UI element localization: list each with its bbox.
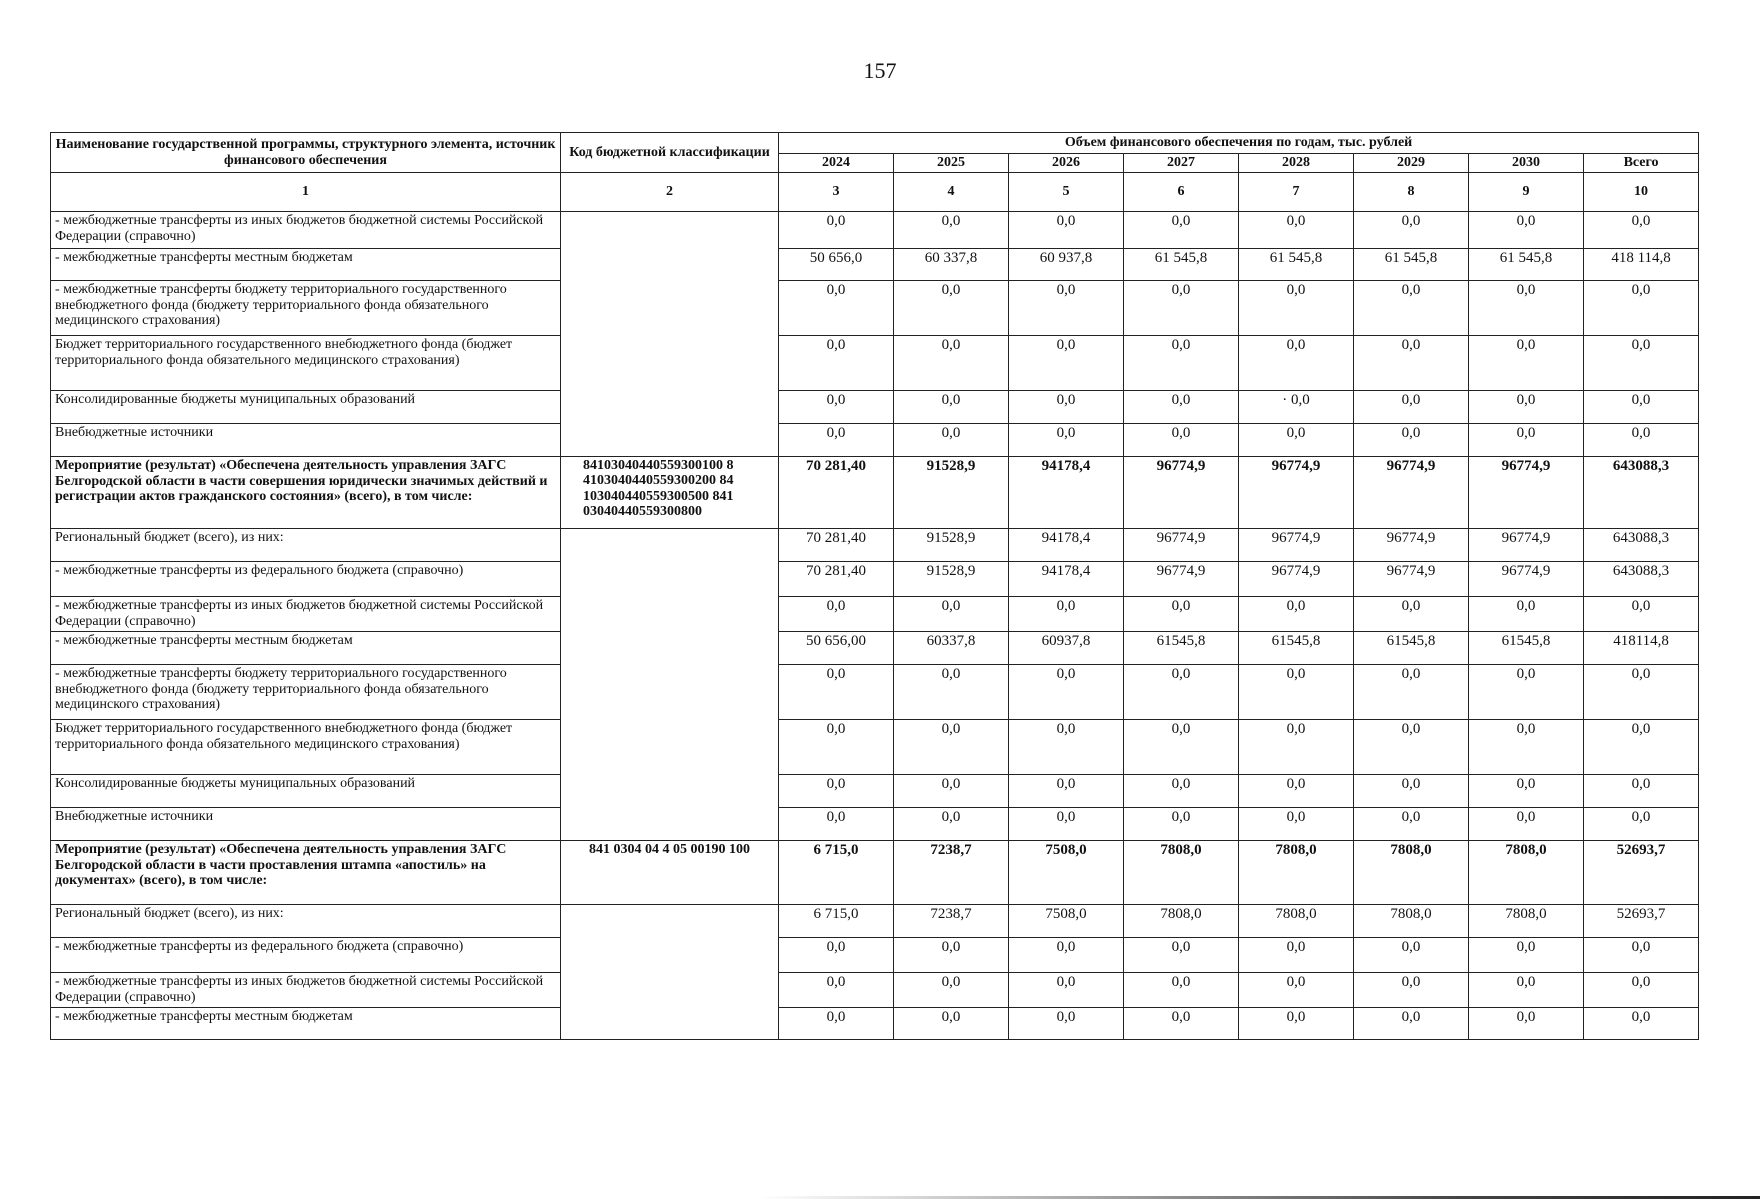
value-cell: 91528,9 bbox=[894, 562, 1009, 597]
value-cell: 7808,0 bbox=[1469, 841, 1584, 905]
value-cell: 96774,9 bbox=[1354, 562, 1469, 597]
value-cell: 0,0 bbox=[1009, 973, 1124, 1008]
row-name: - межбюджетные трансферты из иных бюджетов бюджетной системы Российской Федерации (справочно) bbox=[51, 973, 561, 1008]
value-total: 0,0 bbox=[1584, 808, 1699, 841]
row-name: Мероприятие (результат) «Обеспечена деятельность управления ЗАГС Белгородской области в части совершения юридически значимых действий и регистрации актов гражданского состояния» (всего), в том числе: bbox=[51, 457, 561, 529]
value-cell: 96774,9 bbox=[1124, 457, 1239, 529]
row-name: - межбюджетные трансферты местным бюджетам bbox=[51, 1008, 561, 1040]
value-cell: 91528,9 bbox=[894, 457, 1009, 529]
value-cell: 7238,7 bbox=[894, 905, 1009, 938]
col-number: 2 bbox=[561, 173, 779, 212]
table-row bbox=[51, 457, 1699, 529]
value-cell: 60337,8 bbox=[894, 632, 1009, 665]
value-cell: 0,0 bbox=[1124, 212, 1239, 249]
value-cell: 0,0 bbox=[1469, 424, 1584, 457]
value-cell: 0,0 bbox=[1354, 391, 1469, 424]
value-cell: 0,0 bbox=[1354, 597, 1469, 632]
row-name: - межбюджетные трансферты из федерального бюджета (справочно) bbox=[51, 562, 561, 597]
col-number: 5 bbox=[1009, 173, 1124, 212]
value-cell: 0,0 bbox=[1354, 1008, 1469, 1040]
value-cell: 61545,8 bbox=[1239, 632, 1354, 665]
value-total: 418114,8 bbox=[1584, 632, 1699, 665]
header-code: Код бюджетной классификации bbox=[561, 133, 779, 173]
row-name: - межбюджетные трансферты из иных бюджетов бюджетной системы Российской Федерации (справочно) bbox=[51, 212, 561, 249]
value-cell: 0,0 bbox=[1469, 391, 1584, 424]
budget-code bbox=[561, 905, 779, 1040]
value-cell: 0,0 bbox=[894, 424, 1009, 457]
budget-code bbox=[561, 529, 779, 841]
value-cell: 7808,0 bbox=[1239, 905, 1354, 938]
value-cell: 0,0 bbox=[1354, 665, 1469, 720]
value-cell: 0,0 bbox=[779, 391, 894, 424]
row-name: - межбюджетные трансферты из федерального бюджета (справочно) bbox=[51, 938, 561, 973]
value-cell: 0,0 bbox=[1354, 973, 1469, 1008]
scan-edge-line bbox=[760, 1196, 1760, 1199]
value-cell: 0,0 bbox=[1009, 665, 1124, 720]
row-name: Внебюджетные источники bbox=[51, 808, 561, 841]
value-cell: 0,0 bbox=[1354, 938, 1469, 973]
value-cell: 7808,0 bbox=[1124, 841, 1239, 905]
value-cell: 0,0 bbox=[894, 720, 1009, 775]
value-cell: 6 715,0 bbox=[779, 841, 894, 905]
table-row bbox=[51, 973, 1699, 1008]
value-cell: 61 545,8 bbox=[1354, 249, 1469, 281]
value-cell: 0,0 bbox=[779, 1008, 894, 1040]
value-cell: 0,0 bbox=[779, 808, 894, 841]
value-total: 0,0 bbox=[1584, 597, 1699, 632]
row-name: Консолидированные бюджеты муниципальных образований bbox=[51, 775, 561, 808]
value-cell: 0,0 bbox=[1239, 775, 1354, 808]
value-cell: 96774,9 bbox=[1124, 562, 1239, 597]
value-cell: 0,0 bbox=[1469, 808, 1584, 841]
value-cell: 7508,0 bbox=[1009, 905, 1124, 938]
value-cell: 0,0 bbox=[1009, 597, 1124, 632]
value-cell: 0,0 bbox=[1239, 808, 1354, 841]
value-cell: 0,0 bbox=[779, 720, 894, 775]
col-number: 9 bbox=[1469, 173, 1584, 212]
value-total: 52693,7 bbox=[1584, 905, 1699, 938]
value-cell: 0,0 bbox=[1124, 281, 1239, 336]
table-row bbox=[51, 841, 1699, 905]
value-cell: 0,0 bbox=[1009, 424, 1124, 457]
value-cell: 7808,0 bbox=[1354, 905, 1469, 938]
value-cell: 0,0 bbox=[1469, 938, 1584, 973]
value-cell: 96774,9 bbox=[1469, 457, 1584, 529]
value-total: 0,0 bbox=[1584, 212, 1699, 249]
value-cell: 0,0 bbox=[1239, 336, 1354, 391]
value-cell: 6 715,0 bbox=[779, 905, 894, 938]
col-number: 4 bbox=[894, 173, 1009, 212]
header-name: Наименование государственной программы, структурного элемента, источник финансового обеспечения bbox=[51, 133, 561, 173]
value-total: 418 114,8 bbox=[1584, 249, 1699, 281]
value-cell: 0,0 bbox=[894, 775, 1009, 808]
value-total: 0,0 bbox=[1584, 720, 1699, 775]
value-cell: 94178,4 bbox=[1009, 457, 1124, 529]
value-cell: 96774,9 bbox=[1354, 529, 1469, 562]
value-total: 0,0 bbox=[1584, 665, 1699, 720]
value-cell: 0,0 bbox=[779, 775, 894, 808]
value-cell: 0,0 bbox=[894, 1008, 1009, 1040]
value-cell: 61545,8 bbox=[1469, 632, 1584, 665]
budget-code: 841 0304 04 4 05 00190 100 bbox=[561, 841, 779, 905]
value-cell: 94178,4 bbox=[1009, 529, 1124, 562]
value-cell: 0,0 bbox=[894, 212, 1009, 249]
value-cell: 0,0 bbox=[1009, 808, 1124, 841]
table-row bbox=[51, 808, 1699, 841]
value-cell: 70 281,40 bbox=[779, 562, 894, 597]
value-cell: 0,0 bbox=[779, 938, 894, 973]
value-cell: 96774,9 bbox=[1124, 529, 1239, 562]
value-cell: 0,0 bbox=[779, 281, 894, 336]
value-cell: 0,0 bbox=[1124, 973, 1239, 1008]
value-total: 0,0 bbox=[1584, 775, 1699, 808]
table-row bbox=[51, 391, 1699, 424]
row-name: - межбюджетные трансферты из иных бюджетов бюджетной системы Российской Федерации (справочно) bbox=[51, 597, 561, 632]
page-number: 157 bbox=[863, 58, 897, 83]
value-total: 0,0 bbox=[1584, 973, 1699, 1008]
value-cell: 96774,9 bbox=[1239, 562, 1354, 597]
value-cell: 96774,9 bbox=[1239, 529, 1354, 562]
table-row bbox=[51, 249, 1699, 281]
value-cell: 0,0 bbox=[1239, 1008, 1354, 1040]
table-row bbox=[51, 720, 1699, 775]
header-year: 2025 bbox=[894, 154, 1009, 173]
value-cell: 0,0 bbox=[1469, 720, 1584, 775]
row-name: Бюджет территориального государственного внебюджетного фонда (бюджет территориального фонда обязательного медицинского страхования) bbox=[51, 720, 561, 775]
value-cell: 0,0 bbox=[1469, 336, 1584, 391]
value-cell: 0,0 bbox=[779, 597, 894, 632]
value-cell: 0,0 bbox=[1469, 281, 1584, 336]
value-cell: 0,0 bbox=[1469, 775, 1584, 808]
value-cell: 61545,8 bbox=[1354, 632, 1469, 665]
value-total: 0,0 bbox=[1584, 1008, 1699, 1040]
header-year: 2029 bbox=[1354, 154, 1469, 173]
value-cell: 0,0 bbox=[1239, 212, 1354, 249]
value-cell: 0,0 bbox=[779, 424, 894, 457]
col-number: 8 bbox=[1354, 173, 1469, 212]
value-cell: 0,0 bbox=[1239, 973, 1354, 1008]
value-cell: 0,0 bbox=[779, 212, 894, 249]
table-row bbox=[51, 424, 1699, 457]
value-cell: 0,0 bbox=[779, 336, 894, 391]
table-row bbox=[51, 905, 1699, 938]
value-cell: 0,0 bbox=[894, 973, 1009, 1008]
header-year: 2027 bbox=[1124, 154, 1239, 173]
value-cell: 61 545,8 bbox=[1469, 249, 1584, 281]
value-cell: 0,0 bbox=[894, 391, 1009, 424]
value-cell: 0,0 bbox=[1009, 281, 1124, 336]
value-cell: 0,0 bbox=[894, 336, 1009, 391]
col-number: 1 bbox=[51, 173, 561, 212]
value-total: 52693,7 bbox=[1584, 841, 1699, 905]
value-cell: 0,0 bbox=[1354, 775, 1469, 808]
row-name: - межбюджетные трансферты местным бюджетам bbox=[51, 632, 561, 665]
value-total: 643088,3 bbox=[1584, 457, 1699, 529]
value-cell: 94178,4 bbox=[1009, 562, 1124, 597]
value-cell: 0,0 bbox=[894, 665, 1009, 720]
value-cell: 50 656,00 bbox=[779, 632, 894, 665]
row-name: Консолидированные бюджеты муниципальных образований bbox=[51, 391, 561, 424]
value-cell: 0,0 bbox=[1009, 1008, 1124, 1040]
value-cell: 96774,9 bbox=[1354, 457, 1469, 529]
row-name: Региональный бюджет (всего), из них: bbox=[51, 529, 561, 562]
value-cell: 0,0 bbox=[1469, 597, 1584, 632]
table-body bbox=[51, 212, 1699, 1040]
value-cell: 7808,0 bbox=[1124, 905, 1239, 938]
value-cell: 60 337,8 bbox=[894, 249, 1009, 281]
col-number: 10 bbox=[1584, 173, 1699, 212]
value-cell: 0,0 bbox=[1354, 808, 1469, 841]
value-cell: 0,0 bbox=[1124, 597, 1239, 632]
value-cell: 0,0 bbox=[779, 665, 894, 720]
value-cell: 0,0 bbox=[1124, 1008, 1239, 1040]
value-cell: 0,0 bbox=[1354, 720, 1469, 775]
table-row bbox=[51, 665, 1699, 720]
col-number: 6 bbox=[1124, 173, 1239, 212]
header-year: 2026 bbox=[1009, 154, 1124, 173]
table-row bbox=[51, 336, 1699, 391]
value-cell: 0,0 bbox=[1239, 665, 1354, 720]
value-cell: 0,0 bbox=[894, 597, 1009, 632]
value-total: 0,0 bbox=[1584, 336, 1699, 391]
header-year: 2030 bbox=[1469, 154, 1584, 173]
value-cell: 0,0 bbox=[1239, 424, 1354, 457]
value-cell: 0,0 bbox=[779, 973, 894, 1008]
value-cell: 0,0 bbox=[1009, 720, 1124, 775]
value-cell: 91528,9 bbox=[894, 529, 1009, 562]
row-name: Мероприятие (результат) «Обеспечена деятельность управления ЗАГС Белгородской области в части проставления штампа «апостиль» на документах» (всего), в том числе: bbox=[51, 841, 561, 905]
table-row bbox=[51, 938, 1699, 973]
value-cell: 0,0 bbox=[1469, 973, 1584, 1008]
value-cell: 60937,8 bbox=[1009, 632, 1124, 665]
value-cell: 7508,0 bbox=[1009, 841, 1124, 905]
value-cell: 96774,9 bbox=[1239, 457, 1354, 529]
col-number: 3 bbox=[779, 173, 894, 212]
value-cell: 0,0 bbox=[1009, 212, 1124, 249]
table-row bbox=[51, 597, 1699, 632]
value-cell: 96774,9 bbox=[1469, 562, 1584, 597]
value-total: 0,0 bbox=[1584, 424, 1699, 457]
row-name: - межбюджетные трансферты бюджету территориального государственного внебюджетного фонда (бюджету территориального фонда обязательного медицинского страхования) bbox=[51, 281, 561, 336]
value-cell: 0,0 bbox=[1124, 665, 1239, 720]
value-cell: 0,0 bbox=[1124, 424, 1239, 457]
value-total: 0,0 bbox=[1584, 281, 1699, 336]
value-total: 0,0 bbox=[1584, 938, 1699, 973]
value-cell: 0,0 bbox=[1354, 281, 1469, 336]
value-cell: 0,0 bbox=[894, 808, 1009, 841]
value-total: 643088,3 bbox=[1584, 529, 1699, 562]
value-cell: 7238,7 bbox=[894, 841, 1009, 905]
row-name: Внебюджетные источники bbox=[51, 424, 561, 457]
value-cell: 0,0 bbox=[1469, 1008, 1584, 1040]
value-cell: 0,0 bbox=[1124, 775, 1239, 808]
table-row bbox=[51, 529, 1699, 562]
value-cell: 0,0 bbox=[1239, 281, 1354, 336]
value-cell: 0,0 bbox=[1124, 808, 1239, 841]
value-cell: 50 656,0 bbox=[779, 249, 894, 281]
row-name: Бюджет территориального государственного внебюджетного фонда (бюджет территориального фонда обязательного медицинского страхования) bbox=[51, 336, 561, 391]
value-cell: 61 545,8 bbox=[1239, 249, 1354, 281]
value-cell: 0,0 bbox=[1124, 391, 1239, 424]
col-number: 7 bbox=[1239, 173, 1354, 212]
value-cell: 7808,0 bbox=[1469, 905, 1584, 938]
value-cell: 96774,9 bbox=[1469, 529, 1584, 562]
value-cell: 0,0 bbox=[1239, 720, 1354, 775]
table-row bbox=[51, 1008, 1699, 1040]
row-name: - межбюджетные трансферты местным бюджетам bbox=[51, 249, 561, 281]
table-row bbox=[51, 632, 1699, 665]
value-cell: 61 545,8 bbox=[1124, 249, 1239, 281]
header-year: 2028 bbox=[1239, 154, 1354, 173]
value-cell: 0,0 bbox=[1239, 597, 1354, 632]
value-cell: 0,0 bbox=[1009, 775, 1124, 808]
value-cell: 70 281,40 bbox=[779, 457, 894, 529]
value-total: 643088,3 bbox=[1584, 562, 1699, 597]
header-volume: Объем финансового обеспечения по годам, тыс. рублей bbox=[779, 133, 1699, 154]
value-cell: 0,0 bbox=[1009, 336, 1124, 391]
table-row bbox=[51, 562, 1699, 597]
value-cell: 60 937,8 bbox=[1009, 249, 1124, 281]
value-cell: 0,0 bbox=[894, 938, 1009, 973]
header-total: Всего bbox=[1584, 154, 1699, 173]
value-cell: 0,0 bbox=[894, 281, 1009, 336]
value-cell: 61545,8 bbox=[1124, 632, 1239, 665]
row-name: Региональный бюджет (всего), из них: bbox=[51, 905, 561, 938]
value-cell: 0,0 bbox=[1124, 720, 1239, 775]
table-row bbox=[51, 775, 1699, 808]
value-cell: 0,0 bbox=[1469, 212, 1584, 249]
value-cell: 0,0 bbox=[1239, 938, 1354, 973]
value-cell: 70 281,40 bbox=[779, 529, 894, 562]
value-cell: 0,0 bbox=[1354, 336, 1469, 391]
value-total: 0,0 bbox=[1584, 391, 1699, 424]
value-cell: · 0,0 bbox=[1239, 391, 1354, 424]
value-cell: 0,0 bbox=[1009, 938, 1124, 973]
table-row bbox=[51, 281, 1699, 336]
header-year: 2024 bbox=[779, 154, 894, 173]
value-cell: 0,0 bbox=[1354, 424, 1469, 457]
budget-code bbox=[561, 212, 779, 457]
value-cell: 0,0 bbox=[1354, 212, 1469, 249]
table-row bbox=[51, 212, 1699, 249]
value-cell: 7808,0 bbox=[1354, 841, 1469, 905]
value-cell: 0,0 bbox=[1009, 391, 1124, 424]
value-cell: 0,0 bbox=[1124, 336, 1239, 391]
value-cell: 7808,0 bbox=[1239, 841, 1354, 905]
value-cell: 0,0 bbox=[1124, 938, 1239, 973]
budget-code: 84103040440559300100 84103040440559300200 84103040440559300500 84103040440559300800 bbox=[561, 457, 779, 529]
value-cell: 0,0 bbox=[1469, 665, 1584, 720]
financing-table bbox=[50, 132, 1699, 1040]
row-name: - межбюджетные трансферты бюджету территориального государственного внебюджетного фонда (бюджету территориального фонда обязательного медицинского страхования) bbox=[51, 665, 561, 720]
